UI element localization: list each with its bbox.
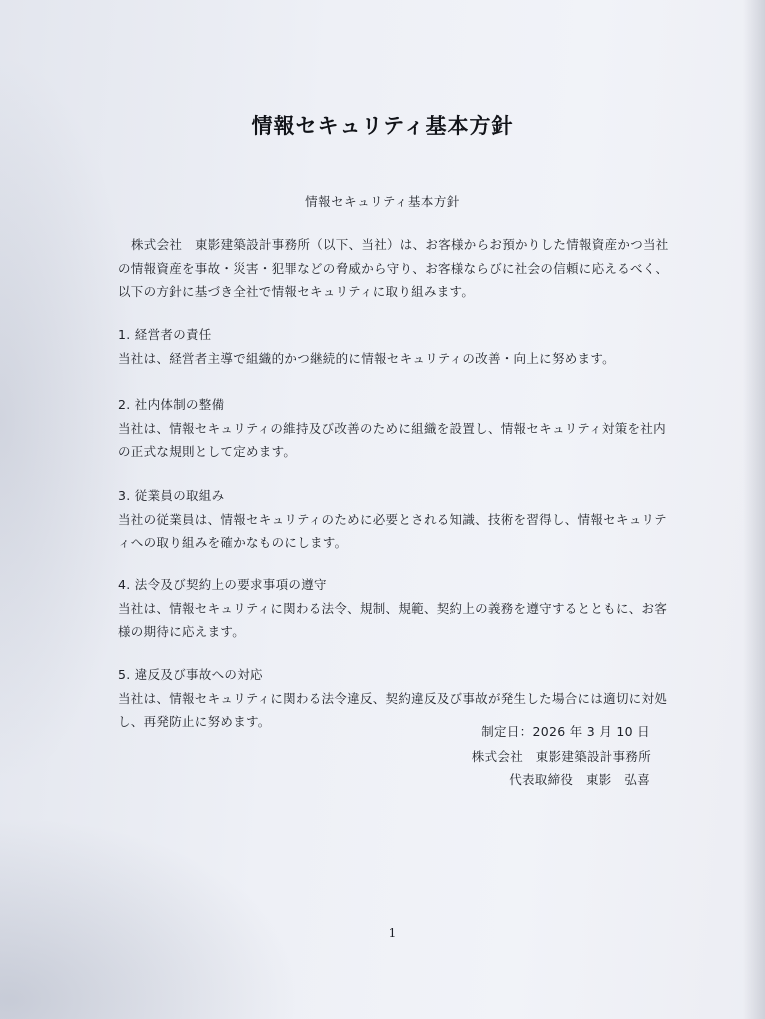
signature-company: 株式会社 東影建築設計事務所 — [471, 749, 651, 764]
section-text: 当社の従業員は、情報セキュリティのために必要とされる知識、技術を習得し、情報セキュリテ — [118, 511, 667, 527]
section-text: 当社は、情報セキュリティの維持及び改善のために組織を設置し、情報セキュリティ対策を社内 — [118, 420, 666, 436]
section-heading: 4. 法令及び契約上の要求事項の遵守 — [118, 577, 327, 592]
section-text: 様の期待に応えます。 — [118, 624, 246, 639]
page-edge-shadow — [743, 0, 765, 1019]
section-text: し、再発防止に努めます。 — [118, 714, 271, 729]
section-text: の正式な規則として定めます。 — [118, 444, 297, 459]
section-text: 当社は、経営者主導で組織的かつ継続的に情報セキュリティの改善・向上に努めます。 — [118, 350, 615, 366]
section-text: 当社は、情報セキュリティに関わる法令違反、契約違反及び事故が発生した場合には適切に対処 — [118, 690, 668, 706]
section-text: 当社は、情報セキュリティに関わる法令、規制、規範、契約上の義務を遵守するとともに、お客 — [118, 600, 668, 616]
section-internal-structure — [118, 393, 666, 464]
page-number: 1 — [388, 926, 397, 940]
intro-paragraph — [118, 233, 669, 304]
section-legal-compliance — [118, 573, 668, 644]
intro-line: 以下の方針に基づき全社で情報セキュリティに取り組みます。 — [118, 284, 475, 299]
document-subtitle: 情報セキュリティ基本方針 — [305, 194, 460, 209]
signature-representative: 代表取締役 東影 弘喜 — [509, 772, 650, 787]
document-title: 情報セキュリティ基本方針 — [251, 114, 514, 138]
section-employee-efforts — [118, 484, 667, 555]
section-management-responsibility — [118, 323, 658, 370]
intro-line: の情報資産を事故・災害・犯罪などの脅威から守り、お客様ならびに社会の信頼に応えるべく、 — [118, 260, 669, 276]
section-heading: 2. 社内体制の整備 — [118, 397, 225, 412]
section-heading: 1. 経営者の責任 — [118, 327, 212, 342]
intro-line: 株式会社 東影建築設計事務所（以下、当社）は、お客様からお預かりした情報資産かつ当社 — [131, 237, 669, 252]
section-heading: 5. 違反及び事故への対応 — [118, 667, 263, 682]
enactment-date: 制定日：2026 年 3 月 10 日 — [481, 724, 650, 739]
section-heading: 3. 従業員の取組み — [118, 488, 225, 503]
section-text: ィへの取り組みを確かなものにします。 — [118, 535, 348, 550]
